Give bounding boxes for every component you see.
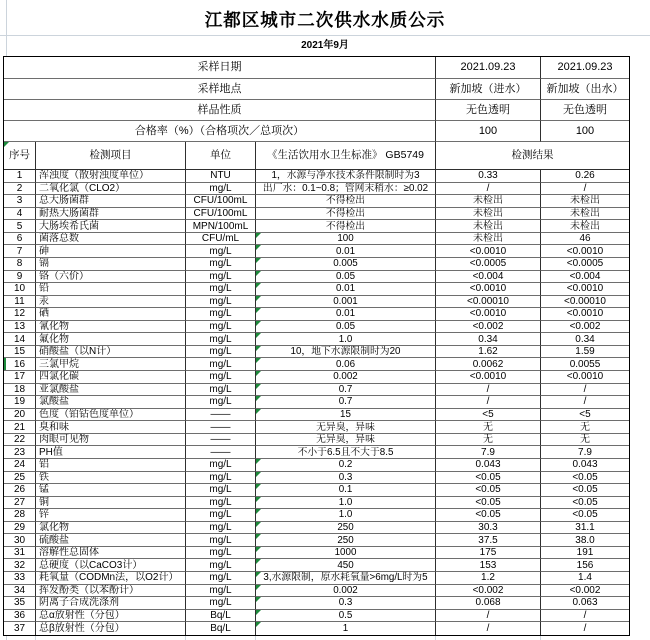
standard-cell: 0.05 [256,271,436,284]
item-cell: PH值 [36,446,186,459]
standard-cell: 无异臭，异味 [256,421,436,434]
item-cell: 氟化物 [36,333,186,346]
seq-cell: 31 [4,547,36,560]
result-inlet-cell: <0.00010 [436,296,541,309]
seq-cell: 3 [4,195,36,208]
item-cell: 大肠埃希氏菌 [36,220,186,233]
result-inlet-cell: <0.004 [436,271,541,284]
unit-cell: MPN/100mL [186,220,256,233]
seq-cell: 9 [4,271,36,284]
result-inlet-cell: 1.62 [436,346,541,359]
unit-cell: mg/L [186,572,256,585]
standard-cell: 3,水源限制，原水耗氧量>6mg/L时为5 [256,572,436,585]
standard-cell: 0.7 [256,396,436,409]
standard-cell: 0.3 [256,597,436,610]
result-outlet-cell: <0.002 [541,585,629,598]
unit-cell: mg/L [186,296,256,309]
item-cell: 挥发酚类（以苯酚计） [36,585,186,598]
result-inlet-cell: / [436,396,541,409]
standard-cell: 0.001 [256,296,436,309]
standard-cell: 0.01 [256,308,436,321]
unit-cell: —— [186,421,256,434]
item-cell: 浑浊度（散射浊度单位） [36,170,186,183]
standard-cell: 0.005 [256,258,436,271]
item-cell: 色度（铂钴色度单位） [36,409,186,422]
seq-cell: 14 [4,333,36,346]
result-inlet-cell: <0.002 [436,585,541,598]
info-row-label: 合格率（%）（合格项次／总项次） [4,121,436,142]
seq-cell: 32 [4,559,36,572]
gridline-vertical [6,636,7,640]
standard-cell: 出厂水：0.1~0.8；管网末稍水：≥0.02 [256,183,436,196]
result-outlet-cell: 0.0055 [541,358,629,371]
result-inlet-cell: 0.068 [436,597,541,610]
standard-cell: 不得检出 [256,195,436,208]
result-inlet-cell: <0.002 [436,321,541,334]
info-row-label: 样品性质 [4,100,436,121]
result-inlet-cell: <0.05 [436,484,541,497]
unit-cell: mg/L [186,547,256,560]
info-row-value-inlet: 2021.09.23 [436,57,541,79]
result-outlet-cell: / [541,610,629,623]
unit-cell: mg/L [186,585,256,598]
unit-cell: Bq/L [186,610,256,623]
unit-cell: mg/L [186,258,256,271]
standard-cell: 不得检出 [256,220,436,233]
unit-cell: mg/L [186,183,256,196]
result-outlet-cell: 156 [541,559,629,572]
item-cell: 总α放射性（分包） [36,610,186,623]
item-cell: 溶解性总固体 [36,547,186,560]
item-cell: 肉眼可见物 [36,434,186,447]
result-inlet-cell: 0.34 [436,333,541,346]
gridline-vertical [540,636,541,640]
item-cell: 耗氧量（CODMn法，以O2计） [36,572,186,585]
result-inlet-cell: 37.5 [436,534,541,547]
result-outlet-cell: <0.05 [541,509,629,522]
gridline-horizontal [0,35,650,36]
item-cell: 耐热大肠菌群 [36,208,186,221]
page-title: 江都区城市二次供水水质公示 [204,10,446,30]
standard-cell: 10，地下水源限制时为20 [256,346,436,359]
result-inlet-cell: 未检出 [436,220,541,233]
column-header-item: 检测项目 [36,142,186,170]
standard-cell: 1.0 [256,497,436,510]
standard-cell: 0.2 [256,459,436,472]
unit-cell: mg/L [186,371,256,384]
seq-cell: 18 [4,384,36,397]
standard-cell: 0.3 [256,472,436,485]
standard-cell: 不小于6.5且不大于8.5 [256,446,436,459]
result-outlet-cell: 191 [541,547,629,560]
unit-cell: mg/L [186,346,256,359]
unit-cell: mg/L [186,358,256,371]
standard-cell: 100 [256,233,436,246]
seq-cell: 34 [4,585,36,598]
seq-cell: 27 [4,497,36,510]
seq-cell: 37 [4,622,36,635]
seq-cell: 26 [4,484,36,497]
result-inlet-cell: <0.0010 [436,308,541,321]
unit-cell: mg/L [186,271,256,284]
result-outlet-cell: 未检出 [541,195,629,208]
info-row-value-inlet: 新加坡（进水） [436,79,541,100]
item-cell: 锰 [36,484,186,497]
unit-cell: mg/L [186,333,256,346]
unit-cell: mg/L [186,384,256,397]
result-inlet-cell: <0.0010 [436,245,541,258]
item-cell: 铝 [36,459,186,472]
seq-cell: 24 [4,459,36,472]
result-outlet-cell: <0.0010 [541,283,629,296]
info-row-value-outlet: 100 [541,121,629,142]
result-outlet-cell: 31.1 [541,522,629,535]
result-inlet-cell: <0.05 [436,472,541,485]
seq-cell: 19 [4,396,36,409]
seq-cell: 29 [4,522,36,535]
result-inlet-cell: <0.0005 [436,258,541,271]
info-row-value-inlet: 无色透明 [436,100,541,121]
seq-cell: 28 [4,509,36,522]
result-inlet-cell: <0.0010 [436,283,541,296]
item-cell: 硒 [36,308,186,321]
unit-cell: mg/L [186,597,256,610]
result-outlet-cell: <5 [541,409,629,422]
column-header-standard: 《生活饮用水卫生标准》 GB5749 [256,142,436,170]
seq-cell: 15 [4,346,36,359]
seq-cell: 8 [4,258,36,271]
result-inlet-cell: 无 [436,434,541,447]
result-outlet-cell: 0.26 [541,170,629,183]
info-row-label: 采样日期 [4,57,436,79]
result-inlet-cell: <0.05 [436,509,541,522]
standard-cell: 250 [256,522,436,535]
item-cell: 砷 [36,245,186,258]
result-inlet-cell: 7.9 [436,446,541,459]
unit-cell: mg/L [186,534,256,547]
result-inlet-cell: 1.2 [436,572,541,585]
unit-cell: mg/L [186,497,256,510]
result-outlet-cell: 46 [541,233,629,246]
result-outlet-cell: 未检出 [541,220,629,233]
water-quality-table [3,56,630,636]
result-outlet-cell: <0.0010 [541,371,629,384]
standard-cell: 0.1 [256,484,436,497]
result-inlet-cell: 未检出 [436,208,541,221]
seq-cell: 22 [4,434,36,447]
unit-cell: mg/L [186,472,256,485]
seq-cell: 25 [4,472,36,485]
item-cell: 总大肠菌群 [36,195,186,208]
standard-cell: 0.5 [256,610,436,623]
result-outlet-cell: / [541,384,629,397]
seq-cell: 12 [4,308,36,321]
result-outlet-cell: <0.05 [541,484,629,497]
result-outlet-cell: <0.0010 [541,245,629,258]
result-inlet-cell: 175 [436,547,541,560]
item-cell: 总硬度（以CaCO3计） [36,559,186,572]
unit-cell: —— [186,446,256,459]
item-cell: 铬（六价） [36,271,186,284]
seq-cell: 1 [4,170,36,183]
result-outlet-cell: 0.063 [541,597,629,610]
unit-cell: mg/L [186,396,256,409]
standard-cell: 15 [256,409,436,422]
standard-cell: 0.06 [256,358,436,371]
item-cell: 氯酸盐 [36,396,186,409]
result-outlet-cell: <0.00010 [541,296,629,309]
result-outlet-cell: 0.043 [541,459,629,472]
standard-cell: 1.0 [256,333,436,346]
seq-cell: 11 [4,296,36,309]
standard-cell: 0.01 [256,245,436,258]
seq-cell: 7 [4,245,36,258]
result-outlet-cell: 1.4 [541,572,629,585]
seq-cell: 23 [4,446,36,459]
unit-cell: mg/L [186,308,256,321]
result-inlet-cell: 无 [436,421,541,434]
item-cell: 汞 [36,296,186,309]
gridline-vertical [185,636,186,640]
result-outlet-cell: 0.34 [541,333,629,346]
seq-cell: 35 [4,597,36,610]
unit-cell: mg/L [186,459,256,472]
info-row-value-outlet: 无色透明 [541,100,629,121]
gridline-vertical [255,636,256,640]
unit-cell: mg/L [186,559,256,572]
result-outlet-cell: 无 [541,421,629,434]
seq-cell: 5 [4,220,36,233]
item-cell: 硝酸盐（以N计） [36,346,186,359]
gridline-vertical [35,636,36,640]
report-month: 2021年9月 [301,40,349,51]
result-inlet-cell: 30.3 [436,522,541,535]
result-outlet-cell: 38.0 [541,534,629,547]
seq-cell: 4 [4,208,36,221]
seq-cell: 16 [4,358,36,371]
seq-cell: 6 [4,233,36,246]
unit-cell: —— [186,434,256,447]
result-inlet-cell: 0.043 [436,459,541,472]
unit-cell: mg/L [186,245,256,258]
result-outlet-cell: <0.0010 [541,308,629,321]
seq-cell: 30 [4,534,36,547]
result-outlet-cell: <0.004 [541,271,629,284]
item-cell: 铅 [36,283,186,296]
unit-cell: mg/L [186,283,256,296]
standard-cell: 1000 [256,547,436,560]
standard-cell: 450 [256,559,436,572]
unit-cell: mg/L [186,509,256,522]
result-inlet-cell: 未检出 [436,195,541,208]
unit-cell: mg/L [186,522,256,535]
result-inlet-cell: / [436,610,541,623]
seq-cell: 17 [4,371,36,384]
result-inlet-cell: / [436,183,541,196]
result-outlet-cell: <0.0005 [541,258,629,271]
result-inlet-cell: 未检出 [436,233,541,246]
item-cell: 氯化物 [36,522,186,535]
standard-cell: 0.7 [256,384,436,397]
item-cell: 亚氯酸盐 [36,384,186,397]
item-cell: 四氯化碳 [36,371,186,384]
item-cell: 铁 [36,472,186,485]
seq-cell: 10 [4,283,36,296]
result-outlet-cell: 7.9 [541,446,629,459]
standard-cell: 0.002 [256,585,436,598]
result-inlet-cell: <0.05 [436,497,541,510]
result-outlet-cell: 未检出 [541,208,629,221]
result-outlet-cell: <0.05 [541,472,629,485]
unit-cell: mg/L [186,321,256,334]
standard-cell: 0.01 [256,283,436,296]
standard-cell: 无异臭，异味 [256,434,436,447]
result-outlet-cell: / [541,396,629,409]
unit-cell: NTU [186,170,256,183]
item-cell: 铜 [36,497,186,510]
result-inlet-cell: / [436,384,541,397]
column-header-seq: 序号 [4,142,36,170]
item-cell: 臭和味 [36,421,186,434]
seq-cell: 13 [4,321,36,334]
result-inlet-cell: 153 [436,559,541,572]
result-inlet-cell: 0.33 [436,170,541,183]
item-cell: 镉 [36,258,186,271]
standard-cell: 0.05 [256,321,436,334]
item-cell: 菌落总数 [36,233,186,246]
item-cell: 氰化物 [36,321,186,334]
item-cell: 阴离子合成洗涤剂 [36,597,186,610]
result-inlet-cell: 0.0062 [436,358,541,371]
standard-cell: 1，水源与净水技术条件限制时为3 [256,170,436,183]
result-outlet-cell: / [583,623,587,635]
unit-cell: Bq/L [186,622,256,635]
result-inlet-cell: <0.0010 [436,371,541,384]
result-outlet-cell: 无 [541,434,629,447]
seq-cell: 36 [4,610,36,623]
unit-cell: mg/L [186,484,256,497]
info-row-value-outlet: 新加坡（出水） [541,79,629,100]
column-header-result: 检测结果 [436,142,629,170]
result-outlet-cell: <0.002 [541,321,629,334]
info-row-label: 采样地点 [4,79,436,100]
seq-cell: 33 [4,572,36,585]
standard-cell: 0.002 [256,371,436,384]
result-inlet-cell: <5 [436,409,541,422]
item-cell: 锌 [36,509,186,522]
result-inlet-cell: / [436,622,541,635]
seq-cell: 21 [4,421,36,434]
unit-cell: CFU/mL [186,233,256,246]
info-row-value-inlet: 100 [436,121,541,142]
result-outlet-cell: / [541,183,629,196]
standard-cell: 不得检出 [256,208,436,221]
result-outlet-cell: 1.59 [541,346,629,359]
seq-cell: 20 [4,409,36,422]
column-header-unit: 单位 [186,142,256,170]
info-row-value-outlet: 2021.09.23 [541,57,629,79]
unit-cell: CFU/100mL [186,195,256,208]
standard-cell: 250 [256,534,436,547]
item-cell: 二氧化氯（CLO2） [36,183,186,196]
standard-cell: 1 [256,622,436,635]
item-cell: 三氯甲烷 [36,358,186,371]
item-cell: 硫酸盐 [36,534,186,547]
seq-cell: 2 [4,183,36,196]
unit-cell: CFU/100mL [186,208,256,221]
standard-cell: 1.0 [256,509,436,522]
item-cell: 总β放射性（分包） [36,622,186,635]
gridline-vertical [435,636,436,640]
unit-cell: —— [186,409,256,422]
result-outlet-cell: <0.05 [541,497,629,510]
